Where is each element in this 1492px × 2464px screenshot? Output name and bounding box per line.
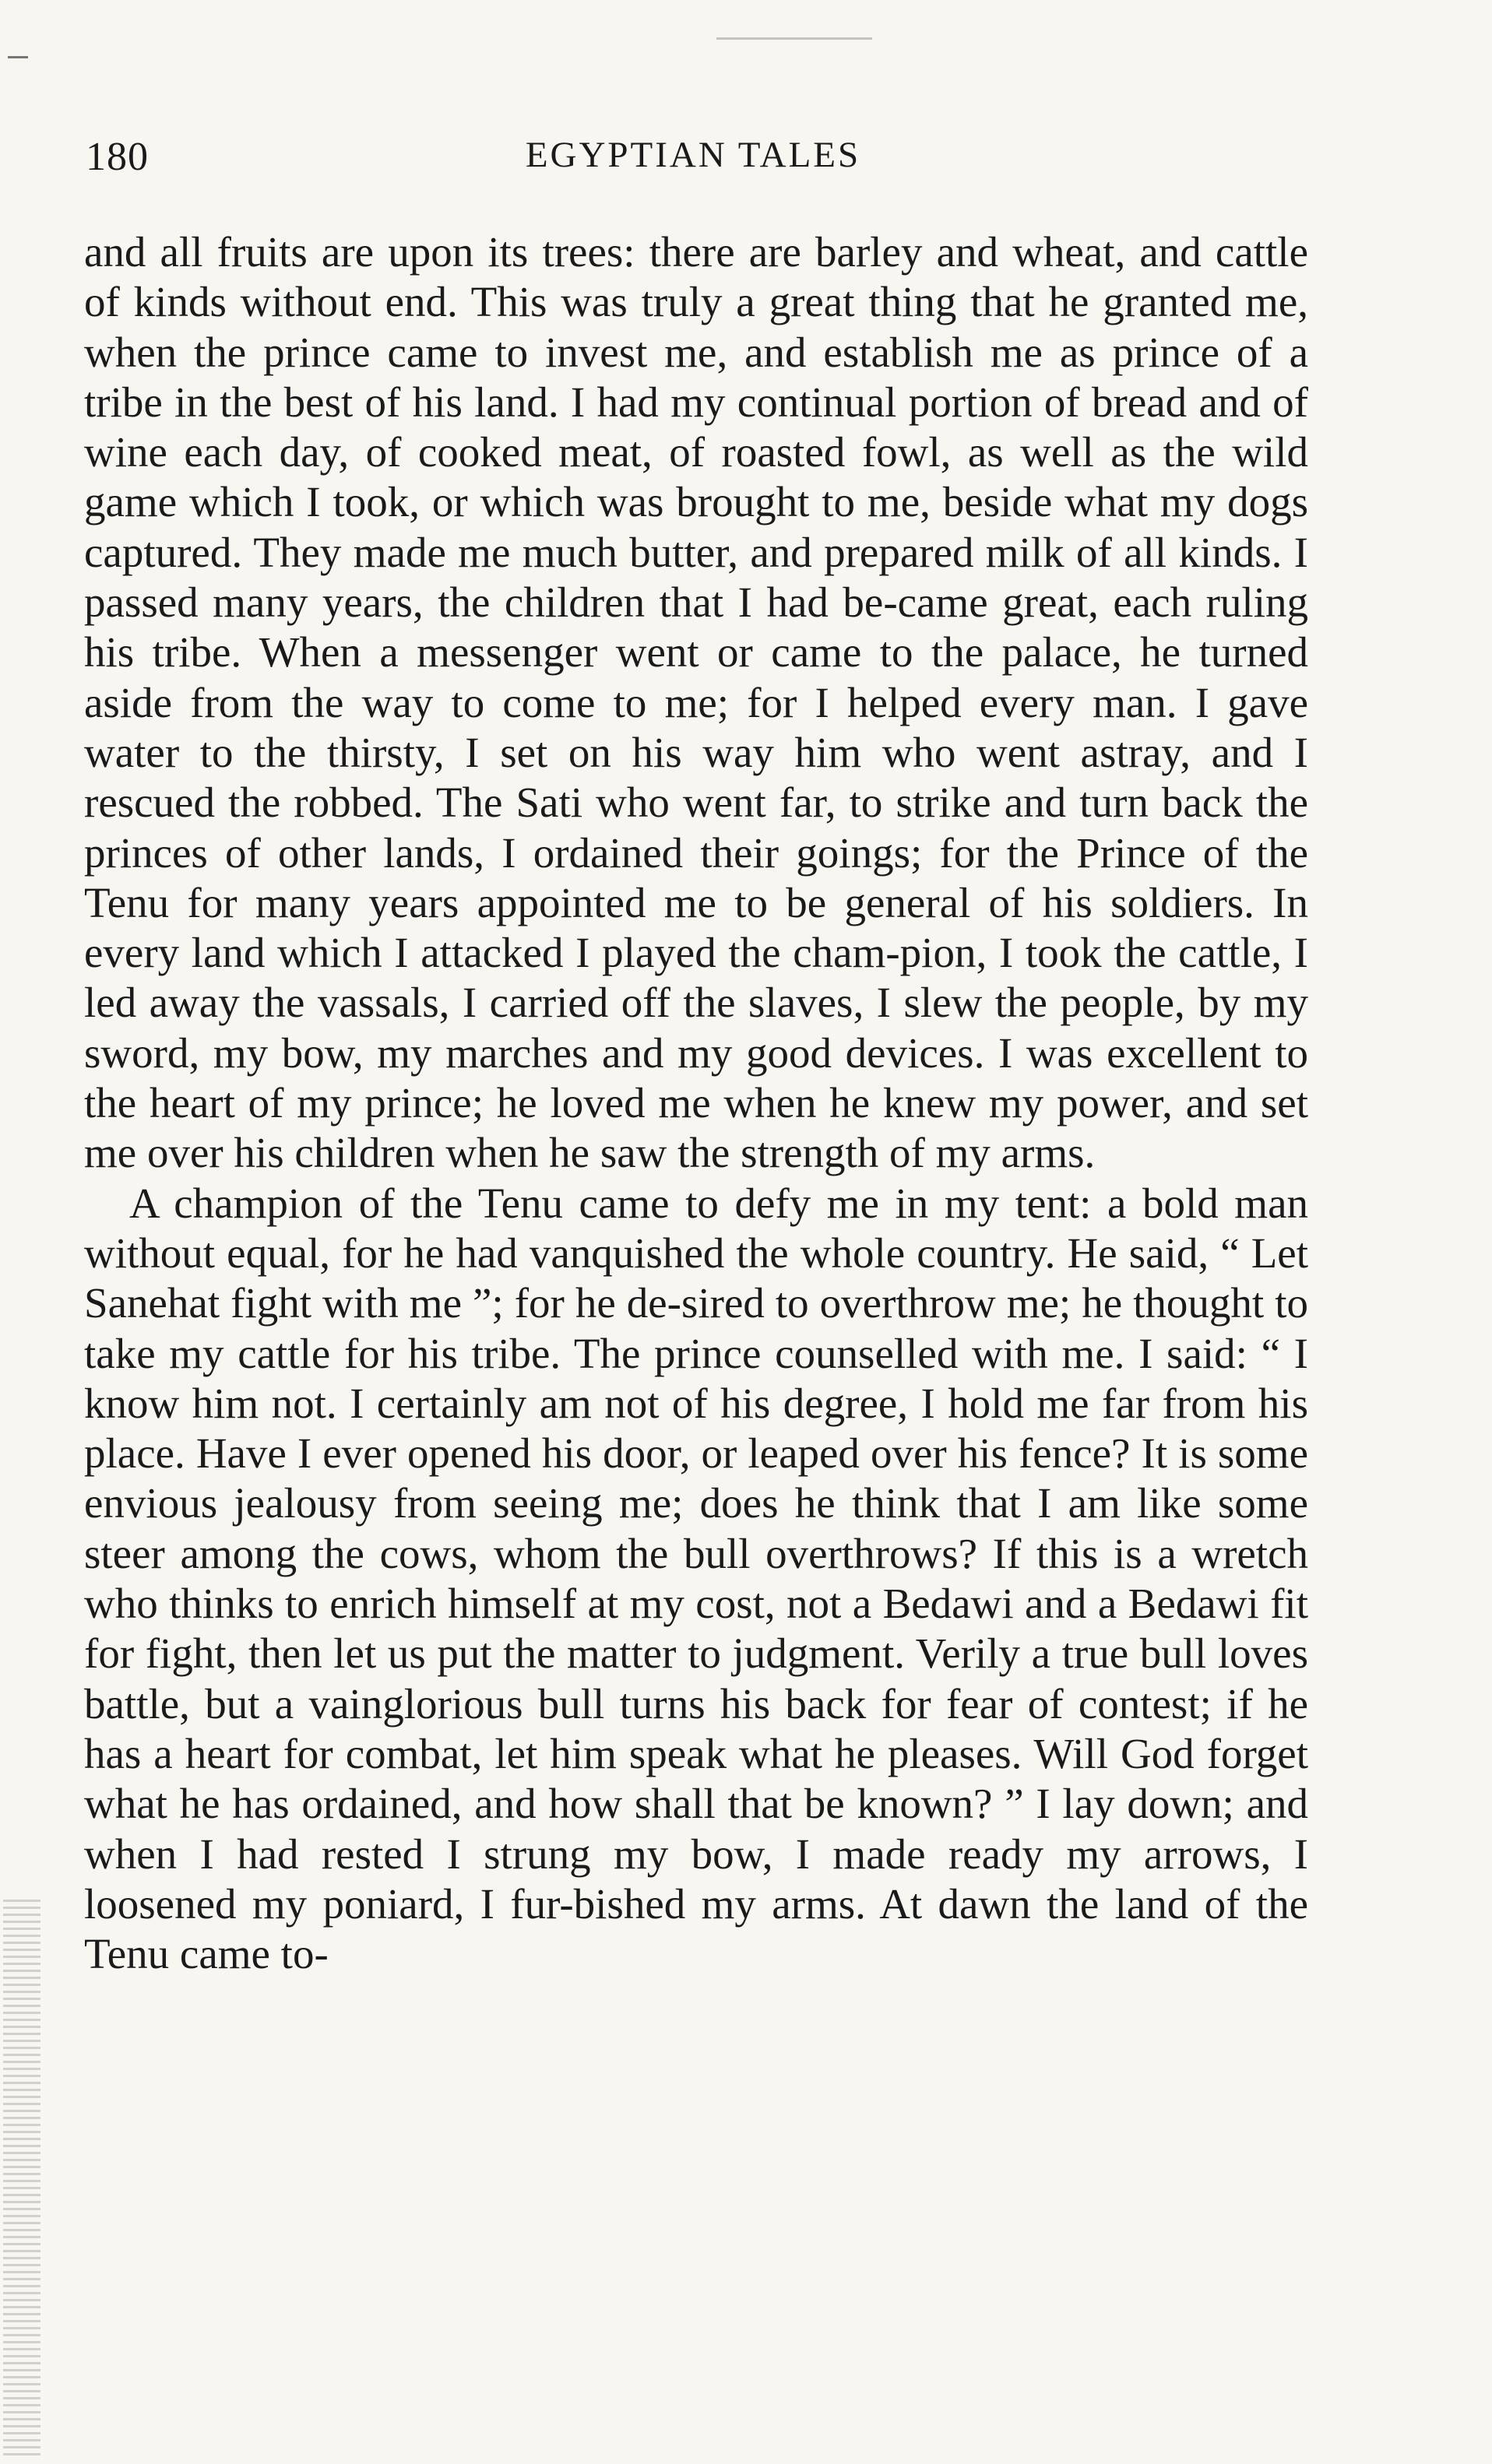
paragraph: A champion of the Tenu came to defy me in my tent: a bold man without equal, for he had vanquished the whole country. He said, “ Let Sanehat fight with me ”; for he de-sired to overthrow me; he thought to take my cattle for his tribe. The prince counselled with me. I said: “ I know him not. I certainly am not of his degree, I hold me far from his place. Have I ever opened his door, or leaped over his fence? It is some envious jealousy from seeing me; does he think that I am like some steer among the cows, whom the bull overthrows? If this is a wretch who thinks to enrich himself at my cost, not a Bedawi and a Bedawi fit for fight, then let us put the matter to judgment. Verily a true bull loves battle, but a vainglorious bull turns his back for fear of contest; if he has a heart for combat, let him speak what he pleases. Will God forget what he has ordained, and how shall that be known? ” I lay down; and when I had rested I strung my bow, I made ready my arrows, I loosened my poniard, I fur-bished my arms. At dawn the land of the Tenu came to- bbox=[84, 1179, 1308, 1978]
scan-artifact-top bbox=[716, 37, 872, 40]
page-number: 180 bbox=[86, 135, 149, 179]
body-text bbox=[84, 227, 1308, 1979]
paragraph: and all fruits are upon its trees: there are barley and wheat, and cattle of kinds without end. This was truly a great thing that he granted me, when the prince came to invest me, and establish me as prince of a tribe in the best of his land. I had my continual portion of bread and of wine each day, of cooked meat, of roasted fowl, as well as the wild game which I took, or which was brought to me, beside what my dogs captured. They made me much butter, and prepared milk of all kinds. I passed many years, the children that I had be-came great, each ruling his tribe. When a messenger went or came to the palace, he turned aside from the way to come to me; for I helped every man. I gave water to the thirsty, I set on his way him who went astray, and I rescued the robbed. The Sati who went far, to strike and turn back the princes of other lands, I ordained their goings; for the Prince of the Tenu for many years appointed me to be general of his soldiers. In every land which I attacked I played the cham-pion, I took the cattle, I led away the vassals, I carried off the slaves, I slew the people, by my sword, my bow, my marches and my good devices. I was excellent to the heart of my prince; he loved me when he knew my power, and set me over his children when he saw the strength of my arms. bbox=[84, 228, 1308, 1177]
scan-artifact-margin bbox=[3, 1900, 40, 2460]
running-title: EGYPTIAN TALES bbox=[525, 135, 861, 175]
page-header bbox=[86, 134, 1300, 196]
scan-artifact-top bbox=[8, 56, 28, 58]
